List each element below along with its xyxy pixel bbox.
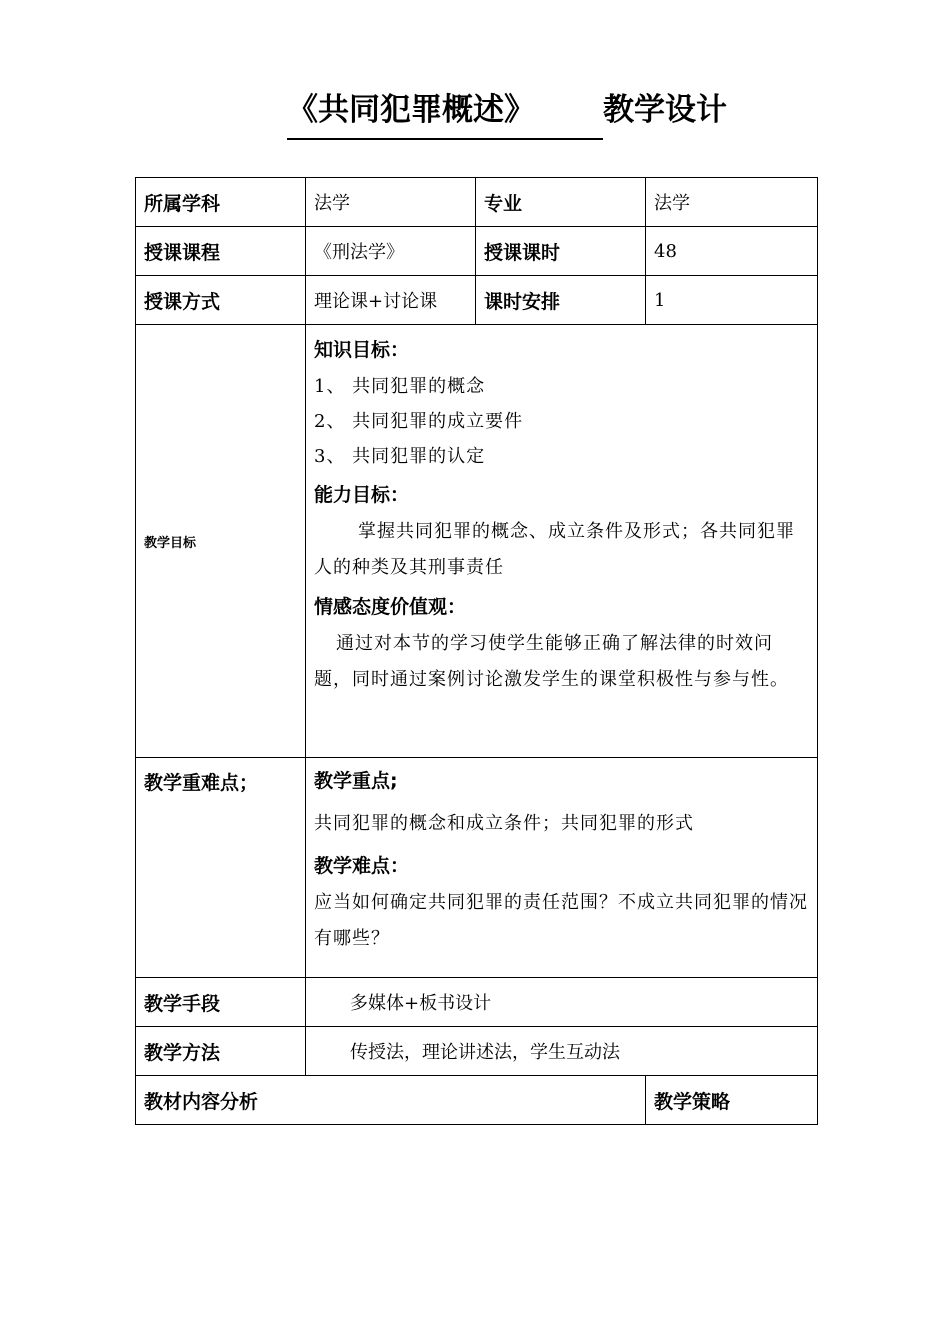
means-value: 多媒体+板书设计 [306,978,818,1027]
ability-text: 掌握共同犯罪的概念、成立条件及形式；各共同犯罪人的种类及其刑事责任 [314,521,795,578]
row-course [136,227,818,276]
keypoints-content [306,758,818,978]
row-methods [136,1027,818,1076]
knowledge-item-2: 2、 共同犯罪的成立要件 [314,411,524,432]
key-text: 共同犯罪的概念和成立条件；共同犯罪的形式 [314,813,694,834]
schedule-value: 1 [646,276,818,325]
row-subject [136,178,818,227]
course-label: 授课课程 [136,227,306,276]
method-value: 理论课+讨论课 [306,276,476,325]
knowledge-item-3: 3、 共同犯罪的认定 [314,446,486,467]
title-sub: 教学设计 [603,92,727,128]
methods-value: 传授法，理论讲述法，学生互动法 [306,1027,818,1076]
major-value: 法学 [646,178,818,227]
difficult-text: 应当如何确定共同犯罪的责任范围？不成立共同犯罪的情况有哪些？ [314,892,808,949]
ability-title: 能力目标： [314,484,410,506]
course-value: 《刑法学》 [306,227,476,276]
row-means [136,978,818,1027]
subject-label: 所属学科 [136,178,306,227]
schedule-label: 课时安排 [476,276,646,325]
knowledge-item-1: 1、 共同犯罪的概念 [314,376,486,397]
row-analysis [136,1076,818,1125]
title-main: 《共同犯罪概述》 [287,88,603,140]
row-keypoints [136,758,818,978]
methods-label: 教学方法 [136,1027,306,1076]
row-objectives [136,325,818,758]
row-method [136,276,818,325]
emotion-text: 通过对本节的学习使学生能够正确了解法律的时效问题，同时通过案例讨论激发学生的课堂积极性与参与性。 [314,633,789,690]
means-label: 教学手段 [136,978,306,1027]
strategy-label: 教学策略 [646,1076,818,1125]
key-title: 教学重点; [314,770,398,792]
analysis-label: 教材内容分析 [136,1076,646,1125]
method-label: 授课方式 [136,276,306,325]
difficult-title: 教学难点： [314,855,410,877]
objectives-label: 教学目标 [136,325,306,758]
knowledge-title: 知识目标： [314,339,410,361]
design-table [135,177,818,1125]
hours-value: 48 [646,227,818,276]
subject-value: 法学 [306,178,476,227]
major-label: 专业 [476,178,646,227]
document-title [0,88,950,148]
hours-label: 授课课时 [476,227,646,276]
keypoints-label: 教学重难点； [136,758,306,978]
objectives-content [306,325,818,758]
emotion-title: 情感态度价值观： [314,596,467,618]
